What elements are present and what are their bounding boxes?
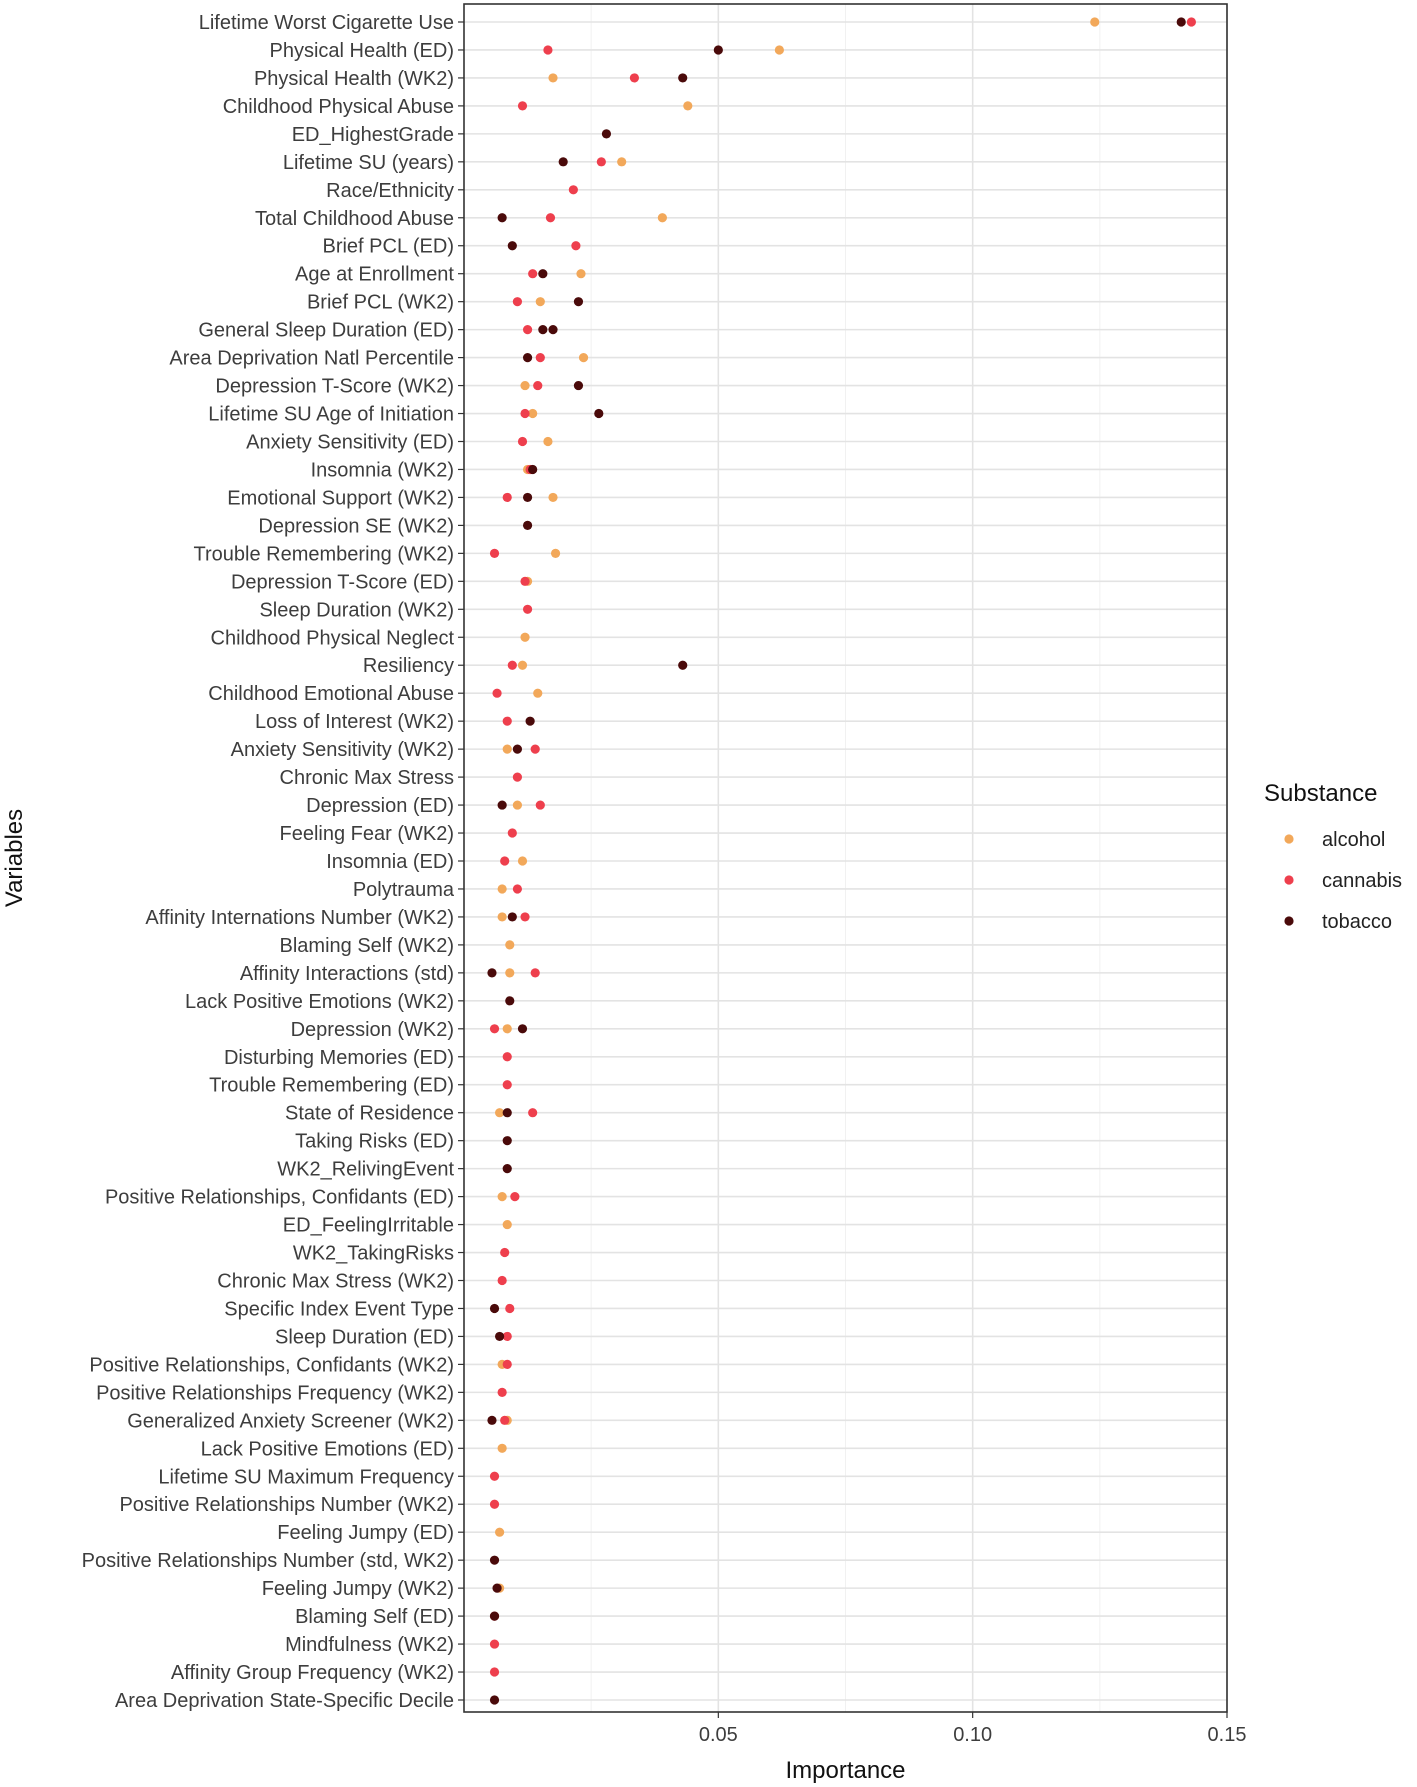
- point-tobacco: [505, 996, 514, 1005]
- point-alcohol: [543, 437, 552, 446]
- variable-label: Positive Relationships Number (std, WK2): [81, 1550, 454, 1573]
- variable-label: Taking Risks (ED): [295, 1130, 454, 1153]
- x-tick-label: 0.15: [1207, 1724, 1247, 1746]
- point-tobacco: [559, 157, 568, 166]
- legend-key-tobacco: [1284, 916, 1293, 925]
- point-cannabis: [490, 1472, 499, 1481]
- grid-lines: [464, 4, 1227, 1712]
- point-alcohol: [498, 884, 507, 893]
- point-cannabis: [503, 493, 512, 502]
- point-tobacco: [523, 353, 532, 362]
- point-tobacco: [490, 1612, 499, 1621]
- variable-label: Loss of Interest (WK2): [255, 711, 454, 734]
- point-alcohol: [548, 493, 557, 502]
- point-tobacco: [538, 269, 547, 278]
- variable-label: Blaming Self (WK2): [279, 934, 454, 957]
- legend-label-tobacco: tobacco: [1322, 911, 1393, 933]
- point-tobacco: [714, 45, 723, 54]
- variable-label: Trouble Remembering (ED): [209, 1074, 454, 1097]
- point-tobacco: [528, 465, 537, 474]
- point-tobacco: [548, 325, 557, 334]
- variable-label: Positive Relationships, Confidants (WK2): [89, 1354, 454, 1377]
- point-tobacco: [523, 521, 532, 530]
- point-cannabis: [523, 605, 532, 614]
- point-cannabis: [520, 577, 529, 586]
- point-cannabis: [518, 101, 527, 110]
- variable-label: Generalized Anxiety Screener (WK2): [127, 1410, 454, 1433]
- point-alcohol: [505, 940, 514, 949]
- point-cannabis: [490, 1024, 499, 1033]
- point-tobacco: [574, 297, 583, 306]
- point-alcohol: [775, 45, 784, 54]
- point-alcohol: [518, 661, 527, 670]
- point-cannabis: [630, 73, 639, 82]
- variable-label: Feeling Fear (WK2): [279, 823, 454, 846]
- point-alcohol: [1090, 17, 1099, 26]
- point-alcohol: [617, 157, 626, 166]
- variable-label: Childhood Emotional Abuse: [208, 683, 454, 706]
- variable-label: Anxiety Sensitivity (ED): [246, 431, 454, 454]
- point-cannabis: [531, 968, 540, 977]
- point-alcohol: [498, 1444, 507, 1453]
- variable-label: Feeling Jumpy (WK2): [261, 1578, 454, 1601]
- variable-label: Lack Positive Emotions (WK2): [185, 990, 454, 1013]
- legend-key-cannabis: [1284, 875, 1293, 884]
- variable-label: Positive Relationships, Confidants (ED): [104, 1186, 454, 1209]
- point-cannabis: [503, 717, 512, 726]
- variable-label: Depression SE (WK2): [258, 515, 454, 538]
- variable-label: Depression (WK2): [290, 1018, 454, 1041]
- variable-label: General Sleep Duration (ED): [198, 319, 454, 342]
- point-cannabis: [571, 241, 580, 250]
- point-cannabis: [492, 689, 501, 698]
- point-tobacco: [526, 717, 535, 726]
- variable-label: Blaming Self (ED): [295, 1606, 454, 1629]
- point-cannabis: [513, 773, 522, 782]
- variable-label: Age at Enrollment: [295, 263, 454, 286]
- point-alcohol: [503, 1024, 512, 1033]
- point-cannabis: [569, 185, 578, 194]
- point-tobacco: [492, 1584, 501, 1593]
- point-alcohol: [520, 633, 529, 642]
- point-tobacco: [678, 73, 687, 82]
- point-tobacco: [538, 325, 547, 334]
- variable-label: WK2_TakingRisks: [292, 1242, 454, 1265]
- point-cannabis: [528, 1108, 537, 1117]
- variable-label: Positive Relationships Number (WK2): [119, 1494, 454, 1517]
- point-tobacco: [490, 1304, 499, 1313]
- legend-label-cannabis: cannabis: [1322, 870, 1403, 892]
- point-alcohol: [498, 1192, 507, 1201]
- point-tobacco: [574, 381, 583, 390]
- point-cannabis: [533, 381, 542, 390]
- legend-label-alcohol: alcohol: [1322, 829, 1386, 851]
- legend-key-alcohol: [1284, 834, 1293, 843]
- variable-label: Depression T-Score (ED): [230, 571, 454, 594]
- point-cannabis: [500, 856, 509, 865]
- point-cannabis: [500, 1248, 509, 1257]
- point-cannabis: [513, 884, 522, 893]
- point-alcohol: [513, 800, 522, 809]
- point-cannabis: [500, 1416, 509, 1425]
- variable-label: Chronic Max Stress (WK2): [217, 1270, 454, 1293]
- point-tobacco: [678, 661, 687, 670]
- variable-label: Childhood Physical Neglect: [210, 627, 454, 650]
- variable-label: Positive Relationships Frequency (WK2): [96, 1382, 454, 1405]
- variable-label: Affinity Interactions (std): [239, 962, 454, 985]
- variable-label: Depression (ED): [306, 795, 454, 818]
- variable-label: Lifetime SU (years): [282, 151, 454, 174]
- point-tobacco: [602, 129, 611, 138]
- point-cannabis: [508, 828, 517, 837]
- point-tobacco: [487, 1416, 496, 1425]
- variable-label: Sleep Duration (ED): [275, 1326, 454, 1349]
- variable-label: Insomnia (WK2): [310, 459, 454, 482]
- variable-label: Chronic Max Stress: [279, 767, 454, 790]
- point-cannabis: [490, 1639, 499, 1648]
- point-alcohol: [536, 297, 545, 306]
- variable-label: Trouble Remembering (WK2): [193, 543, 454, 566]
- point-tobacco: [495, 1332, 504, 1341]
- point-cannabis: [508, 661, 517, 670]
- point-cannabis: [513, 297, 522, 306]
- point-alcohol: [520, 381, 529, 390]
- variable-labels: [82, 12, 464, 1712]
- variable-label: Brief PCL (ED): [322, 235, 454, 258]
- point-alcohol: [518, 856, 527, 865]
- variable-label: Anxiety Sensitivity (WK2): [230, 739, 454, 762]
- variable-label: Physical Health (WK2): [253, 67, 454, 90]
- point-cannabis: [490, 1667, 499, 1676]
- point-cannabis: [498, 1388, 507, 1397]
- variable-label: Resiliency: [362, 655, 454, 678]
- point-alcohol: [576, 269, 585, 278]
- variable-label: Emotional Support (WK2): [227, 487, 454, 510]
- point-tobacco: [490, 1556, 499, 1565]
- variable-label: Polytrauma: [352, 878, 454, 901]
- y-axis-title: Variables: [1, 808, 28, 908]
- point-tobacco: [508, 241, 517, 250]
- point-alcohol: [579, 353, 588, 362]
- variable-label: Area Deprivation State-Specific Decile: [114, 1690, 454, 1712]
- x-axis: [699, 1712, 1247, 1746]
- legend-title: Substance: [1264, 780, 1378, 807]
- point-tobacco: [513, 745, 522, 754]
- point-cannabis: [510, 1192, 519, 1201]
- point-cannabis: [518, 437, 527, 446]
- point-alcohol: [495, 1528, 504, 1537]
- point-cannabis: [543, 45, 552, 54]
- point-alcohol: [503, 745, 512, 754]
- x-tick-label: 0.05: [698, 1724, 738, 1746]
- point-cannabis: [503, 1052, 512, 1061]
- point-cannabis: [597, 157, 606, 166]
- variable-label: Childhood Physical Abuse: [222, 95, 454, 118]
- point-alcohol: [683, 101, 692, 110]
- point-cannabis: [503, 1080, 512, 1089]
- point-cannabis: [503, 1360, 512, 1369]
- point-cannabis: [490, 549, 499, 558]
- point-tobacco: [490, 1695, 499, 1704]
- point-cannabis: [1187, 17, 1196, 26]
- variable-label: Mindfulness (WK2): [285, 1634, 454, 1657]
- variable-label: Lifetime SU Age of Initiation: [208, 403, 454, 426]
- point-alcohol: [533, 689, 542, 698]
- point-cannabis: [546, 213, 555, 222]
- point-cannabis: [528, 269, 537, 278]
- point-cannabis: [520, 912, 529, 921]
- point-cannabis: [536, 353, 545, 362]
- point-tobacco: [1177, 17, 1186, 26]
- variable-label: Total Childhood Abuse: [254, 207, 454, 230]
- point-cannabis: [536, 800, 545, 809]
- variable-label: Affinity Group Frequency (WK2): [170, 1662, 454, 1685]
- x-tick-label: 0.10: [953, 1724, 993, 1746]
- variable-label: Affinity Internations Number (WK2): [145, 906, 454, 929]
- point-tobacco: [503, 1164, 512, 1173]
- point-cannabis: [523, 325, 532, 334]
- variable-label: State of Residence: [285, 1102, 454, 1125]
- variable-label: Lifetime Worst Cigarette Use: [198, 12, 454, 34]
- variable-label: Depression T-Score (WK2): [215, 375, 454, 398]
- point-cannabis: [531, 745, 540, 754]
- variable-label: Disturbing Memories (ED): [223, 1046, 454, 1069]
- point-alcohol: [658, 213, 667, 222]
- variable-label: Area Deprivation Natl Percentile: [169, 347, 454, 370]
- variable-label: Lifetime SU Maximum Frequency: [158, 1466, 454, 1489]
- point-cannabis: [498, 1276, 507, 1285]
- variable-label: Feeling Jumpy (ED): [277, 1522, 454, 1545]
- variable-label: WK2_RelivingEvent: [277, 1158, 454, 1181]
- point-alcohol: [548, 73, 557, 82]
- legend: [1264, 780, 1402, 933]
- point-tobacco: [503, 1108, 512, 1117]
- point-tobacco: [498, 800, 507, 809]
- point-cannabis: [505, 1304, 514, 1313]
- point-alcohol: [498, 912, 507, 921]
- variable-label: Physical Health (ED): [269, 39, 454, 62]
- point-tobacco: [487, 968, 496, 977]
- point-tobacco: [503, 1136, 512, 1145]
- point-tobacco: [498, 213, 507, 222]
- variable-label: ED_HighestGrade: [291, 123, 454, 146]
- variable-label: Specific Index Event Type: [224, 1298, 454, 1321]
- point-alcohol: [551, 549, 560, 558]
- variable-label: Race/Ethnicity: [326, 179, 454, 202]
- point-cannabis: [520, 409, 529, 418]
- x-axis-title: Importance: [785, 1757, 906, 1784]
- point-alcohol: [503, 1220, 512, 1229]
- variable-label: Brief PCL (WK2): [306, 291, 454, 314]
- point-alcohol: [505, 968, 514, 977]
- point-cannabis: [490, 1500, 499, 1509]
- variable-label: Insomnia (ED): [326, 851, 454, 873]
- variable-label: Lack Positive Emotions (ED): [200, 1438, 454, 1461]
- point-tobacco: [523, 493, 532, 502]
- point-tobacco: [594, 409, 603, 418]
- variable-label: Sleep Duration (WK2): [259, 599, 454, 622]
- variable-label: ED_FeelingIrritable: [282, 1214, 454, 1237]
- point-tobacco: [508, 912, 517, 921]
- point-tobacco: [518, 1024, 527, 1033]
